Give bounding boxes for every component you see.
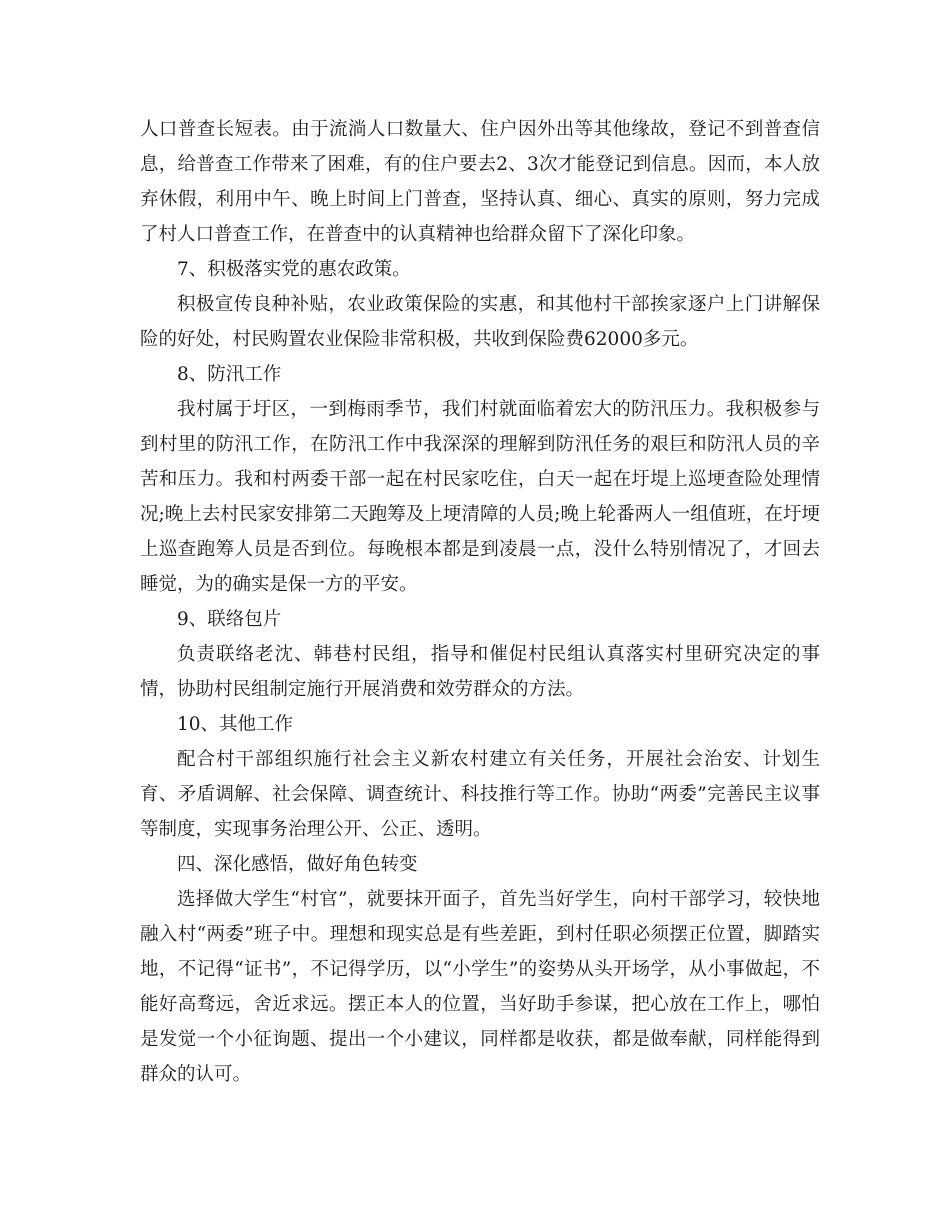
heading-reflection: 四、深化感悟，做好角色转变 [177, 854, 418, 875]
heading-liaison: 9、联络包片 [177, 609, 282, 630]
heading-other-work: 10、其他工作 [177, 714, 294, 735]
paragraph-flood-control: 我村属于圩区，一到梅雨季节，我们村就面临着宏大的防汛压力。我积极参与到村里的防汛工作，在防汛工作中我深深的理解到防汛任务的艰巨和防汛人员的辛苦和压力。我和村两委干部一起在村民家吃住，白天一起在圩堤上巡埂查险处理情况;晚上去村民家安排第二天跑筹及上埂清障的人员;晚上轮番两人一组值班，在圩埂上巡查跑筹人员是否到位。每晚根本都是到凌晨一点，没什么特别情况了，才回去睡觉，为的确实是保一方的平安。 [140, 399, 820, 595]
paragraph-liaison: 负责联络老沈、韩巷村民组，指导和催促村民组认真落实村里研究决定的事情，协助村民组制定施行开展消费和效劳群众的方法。 [140, 644, 820, 700]
heading-agri-policy: 7、积极落实党的惠农政策。 [177, 259, 411, 280]
document-body [140, 112, 820, 1092]
paragraph-agri-policy: 积极宣传良种补贴，农业政策保险的实惠，和其他村干部挨家逐户上门讲解保险的好处，村民购置农业保险非常积极，共收到保险费62000多元。 [140, 294, 820, 350]
paragraph-census-continuation: 人口普查长短表。由于流淌人口数量大、住户因外出等其他缘故，登记不到普查信息，给普查工作带来了困难，有的住户要去2、3次才能登记到信息。因而，本人放弃休假，利用中午、晚上时间上门普查，坚持认真、细心、真实的原则，努力完成了村人口普查工作，在普查中的认真精神也给群众留下了深化印象。 [140, 119, 820, 245]
heading-flood-control: 8、防汛工作 [177, 364, 282, 385]
paragraph-other-work: 配合村干部组织施行社会主义新农村建立有关任务，开展社会治安、计划生育、矛盾调解、社会保障、调查统计、科技推行等工作。协助“两委”完善民主议事等制度，实现事务治理公开、公正、透明。 [140, 749, 820, 840]
paragraph-reflection: 选择做大学生“村官”，就要抹开面子，首先当好学生，向村干部学习，较快地融入村“两委”班子中。理想和现实总是有些差距，到村任职必须摆正位置，脚踏实地，不记得“证书”，不记得学历，以“小学生”的姿势从头开场学，从小事做起，不能好高骛远，舍近求远。摆正本人的位置，当好助手参谋，把心放在工作上，哪怕是发觉一个小征询题、提出一个小建议，同样都是收获，都是做奉献，同样能得到群众的认可。 [140, 889, 820, 1085]
